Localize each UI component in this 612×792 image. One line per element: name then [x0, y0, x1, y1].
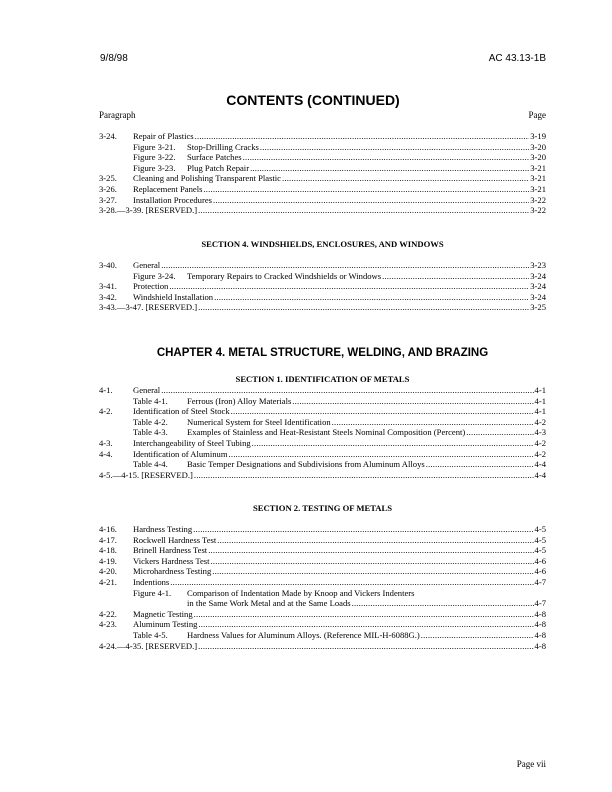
toc-entry-title: Plug Patch Repair [187, 162, 250, 173]
toc-entry-title: 3-28.—3-39. [RESERVED.] [99, 205, 198, 216]
dot-leader [161, 385, 533, 396]
toc-entry-title: Replacement Panels [133, 183, 203, 194]
dot-leader [198, 619, 533, 630]
dot-leader [198, 205, 529, 216]
toc-page-number: 3-20 [530, 152, 546, 163]
section-heading-windshields: SECTION 4. WINDSHIELDS, ENCLOSURES, AND WINDOWS [201, 239, 444, 249]
toc-block-windshields [99, 260, 546, 313]
toc-entry-title: Temporary Repairs to Cracked Windshields or Windows [187, 270, 382, 281]
toc-block-testing [99, 524, 546, 651]
toc-page-number: 3-23 [530, 260, 546, 270]
toc-entry-title: General [133, 385, 161, 395]
toc-entry[interactable] [99, 577, 546, 588]
dot-leader [195, 131, 530, 142]
toc-page-number: 4-2 [534, 448, 546, 459]
chapter-heading-metal-structure: CHAPTER 4. METAL STRUCTURE, WELDING, AND BRAZING [156, 347, 489, 359]
toc-item-label: Table 4-5. [133, 629, 168, 640]
toc-entry[interactable] [99, 630, 546, 641]
toc-page-number: 4-7 [534, 576, 546, 587]
toc-entry-title: Basic Temper Designations and Subdivisions from Aluminum Alloys [187, 459, 425, 470]
toc-page-number: 4-1 [534, 385, 546, 395]
toc-page-number: 4-1 [534, 406, 546, 417]
dot-leader [198, 641, 533, 652]
dot-leader [214, 292, 529, 303]
toc-page-number: 4-2 [534, 416, 546, 427]
column-header-page: Page [528, 110, 546, 120]
toc-entry[interactable] [99, 438, 546, 449]
toc-page-number: 3-24 [530, 281, 546, 292]
toc-paragraph-number: 3-26. [99, 183, 117, 194]
dot-leader [217, 535, 533, 546]
toc-page-number: 4-8 [534, 608, 546, 619]
toc-page-number: 3-24 [530, 270, 546, 281]
toc-entry-title: Interchangeability of Steel Tubing [133, 437, 251, 448]
dot-leader [194, 609, 534, 620]
toc-entry[interactable] [99, 195, 546, 206]
toc-paragraph-number: 4-2. [99, 406, 113, 417]
dot-leader [193, 524, 533, 535]
dot-leader [198, 302, 529, 313]
toc-entry[interactable] [99, 406, 546, 417]
toc-item-label: Figure 3-24. [133, 270, 176, 281]
toc-entry[interactable] [99, 641, 546, 652]
toc-entry-title: Comparison of Indentation Made by Knoop and Vickers Indenters [187, 587, 415, 598]
toc-entry-title: Microhardness Testing [133, 566, 212, 577]
page-title: CONTENTS (CONTINUED) [226, 92, 400, 108]
toc-page-number: 4-6 [534, 555, 546, 566]
toc-item-label: Table 4-1. [133, 395, 168, 406]
toc-entry-title: Examples of Stainless and Heat-Resistant Steels Nominal Composition (Percent) [187, 427, 466, 438]
toc-entry-title: Ferrous (Iron) Alloy Materials [187, 395, 292, 406]
toc-paragraph-number: 3-25. [99, 173, 117, 184]
section-heading-testing: SECTION 2. TESTING OF METALS [252, 503, 393, 513]
toc-item-label: Figure 4-1. [133, 587, 172, 598]
toc-entry-title: Installation Procedures [133, 194, 212, 205]
toc-entry-title: Indentions [133, 576, 170, 587]
dot-leader [292, 396, 533, 407]
toc-block-identification [99, 385, 546, 480]
dot-leader [421, 630, 534, 641]
toc-entry[interactable] [99, 535, 546, 546]
toc-paragraph-number: 3-40. [99, 260, 117, 270]
toc-page-number: 4-5 [534, 534, 546, 545]
toc-entry[interactable] [99, 281, 546, 292]
dot-leader [252, 438, 534, 449]
column-header-paragraph: Paragraph [99, 110, 136, 120]
toc-block-plastics [99, 131, 546, 216]
toc-entry-title: in the Same Work Metal and at the Same Loads [187, 598, 351, 609]
toc-page-number: 3-25 [530, 302, 546, 313]
toc-page-number: 4-5 [534, 524, 546, 534]
toc-entry-title: 4-24.—4-35. [RESERVED.] [99, 640, 198, 651]
toc-entry[interactable] [99, 556, 546, 567]
header-date: 9/8/98 [100, 53, 128, 64]
toc-item-label: Table 4-2. [133, 416, 168, 427]
toc-page-number: 4-4 [534, 459, 546, 470]
toc-item-label: Figure 3-21. [133, 141, 176, 152]
toc-entry-title: Rockwell Hardness Test [133, 534, 217, 545]
toc-item-label: Figure 3-23. [133, 162, 176, 173]
toc-entry-title: Aluminum Testing [133, 619, 198, 630]
dot-leader [213, 195, 529, 206]
toc-page-number: 4-4 [534, 469, 546, 480]
toc-page-number: 3-22 [530, 205, 546, 216]
dot-leader [466, 427, 533, 438]
footer-page-number: Page vii [516, 759, 546, 769]
toc-entry-title: Surface Patches [187, 152, 242, 163]
dot-leader [352, 598, 534, 609]
toc-entry-title: 4-5.—4-15. [RESERVED.] [99, 469, 193, 480]
toc-entry[interactable] [99, 142, 546, 153]
toc-page-number: 4-8 [534, 640, 546, 651]
toc-page-number: 4-6 [534, 566, 546, 577]
dot-leader [169, 281, 529, 292]
toc-entry[interactable] [99, 449, 546, 460]
toc-item-label: Figure 3-22. [133, 152, 176, 163]
toc-page-number: 3-21 [530, 183, 546, 194]
dot-leader [231, 406, 534, 417]
toc-entry[interactable] [99, 152, 546, 163]
toc-entry[interactable] [99, 271, 546, 282]
toc-paragraph-number: 4-18. [99, 545, 117, 556]
toc-entry[interactable] [99, 131, 546, 142]
toc-entry[interactable] [99, 588, 546, 599]
dot-leader [260, 142, 529, 153]
toc-entry-title: Numerical System for Steel Identification [187, 416, 331, 427]
toc-page-number: 3-20 [530, 141, 546, 152]
dot-leader [170, 577, 533, 588]
toc-entry[interactable] [99, 396, 546, 407]
toc-paragraph-number: 4-20. [99, 566, 117, 577]
toc-entry-title: Hardness Testing [133, 524, 193, 534]
toc-entry-title: Protection [133, 281, 169, 292]
toc-entry[interactable] [99, 598, 546, 609]
toc-entry-title: Identification of Aluminum [133, 448, 228, 459]
toc-entry-title: General [133, 260, 161, 270]
dot-leader [212, 566, 533, 577]
toc-paragraph-number: 4-1. [99, 385, 113, 395]
toc-paragraph-number: 3-24. [99, 131, 117, 141]
dot-leader [208, 545, 533, 556]
toc-entry-title: 3-43.—3-47. [RESERVED.] [99, 302, 198, 313]
toc-entry-title: Identification of Steel Stock [133, 406, 230, 417]
toc-page-number: 4-1 [534, 395, 546, 406]
toc-entry[interactable] [99, 385, 546, 396]
toc-page-number: 3-22 [530, 194, 546, 205]
toc-entry[interactable] [99, 417, 546, 428]
toc-paragraph-number: 4-17. [99, 534, 117, 545]
toc-entry[interactable] [99, 470, 546, 481]
toc-paragraph-number: 4-3. [99, 437, 113, 448]
toc-entry[interactable] [99, 205, 546, 216]
toc-page-number: 3-19 [530, 131, 546, 141]
toc-page-number: 3-21 [530, 173, 546, 184]
toc-entry[interactable] [99, 163, 546, 174]
toc-entry[interactable] [99, 184, 546, 195]
toc-page-number: 4-7 [534, 598, 546, 609]
dot-leader [243, 152, 530, 163]
toc-entry-title: Cleaning and Polishing Transparent Plastic [133, 173, 281, 184]
toc-page-number: 4-2 [534, 437, 546, 448]
toc-paragraph-number: 4-4. [99, 448, 113, 459]
dot-leader [282, 173, 529, 184]
toc-page-number: 4-8 [534, 629, 546, 640]
toc-item-label: Table 4-4. [133, 459, 168, 470]
toc-page-number: 4-5 [534, 545, 546, 556]
toc-entry[interactable] [99, 524, 546, 535]
toc-entry-title: Stop-Drilling Cracks [187, 141, 259, 152]
toc-paragraph-number: 4-19. [99, 555, 117, 566]
toc-paragraph-number: 4-23. [99, 619, 117, 630]
toc-paragraph-number: 3-27. [99, 194, 117, 205]
toc-paragraph-number: 4-16. [99, 524, 117, 534]
toc-entry[interactable] [99, 302, 546, 313]
dot-leader [250, 163, 529, 174]
toc-entry-title: Windshield Installation [133, 291, 214, 302]
toc-paragraph-number: 3-42. [99, 291, 117, 302]
dot-leader [161, 260, 529, 271]
dot-leader [229, 449, 534, 460]
toc-entry-title: Repair of Plastics [133, 131, 194, 141]
toc-entry-title: Magnetic Testing [133, 608, 193, 619]
toc-page-number: 3-21 [530, 162, 546, 173]
toc-page-number: 4-8 [534, 619, 546, 630]
toc-page-number: 4-3 [534, 427, 546, 438]
toc-page-number: 3-24 [530, 291, 546, 302]
toc-paragraph-number: 4-21. [99, 576, 117, 587]
toc-item-label: Table 4-3. [133, 427, 168, 438]
dot-leader [426, 459, 534, 470]
toc-entry-title: Hardness Values for Aluminum Alloys. (Reference MIL-H-6088G.) [187, 629, 420, 640]
toc-entry[interactable] [99, 173, 546, 184]
header-doc-id: AC 43.13-1B [488, 53, 546, 64]
section-heading-identification: SECTION 1. IDENTIFICATION OF METALS [235, 374, 410, 384]
dot-leader [211, 556, 534, 567]
toc-entry-title: Brinell Hardness Test [133, 545, 208, 556]
dot-leader [203, 184, 529, 195]
toc-entry[interactable] [99, 459, 546, 470]
toc-entry[interactable] [99, 260, 546, 271]
toc-paragraph-number: 4-22. [99, 608, 117, 619]
toc-entry[interactable] [99, 545, 546, 556]
toc-entry[interactable] [99, 427, 546, 438]
toc-paragraph-number: 3-41. [99, 281, 117, 292]
toc-entry-title: Vickers Hardness Test [133, 555, 210, 566]
dot-leader [332, 417, 534, 428]
toc-entry[interactable] [99, 566, 546, 577]
toc-entry[interactable] [99, 609, 546, 620]
dot-leader [382, 271, 529, 282]
toc-entry[interactable] [99, 619, 546, 630]
dot-leader [194, 470, 534, 481]
toc-entry[interactable] [99, 292, 546, 303]
